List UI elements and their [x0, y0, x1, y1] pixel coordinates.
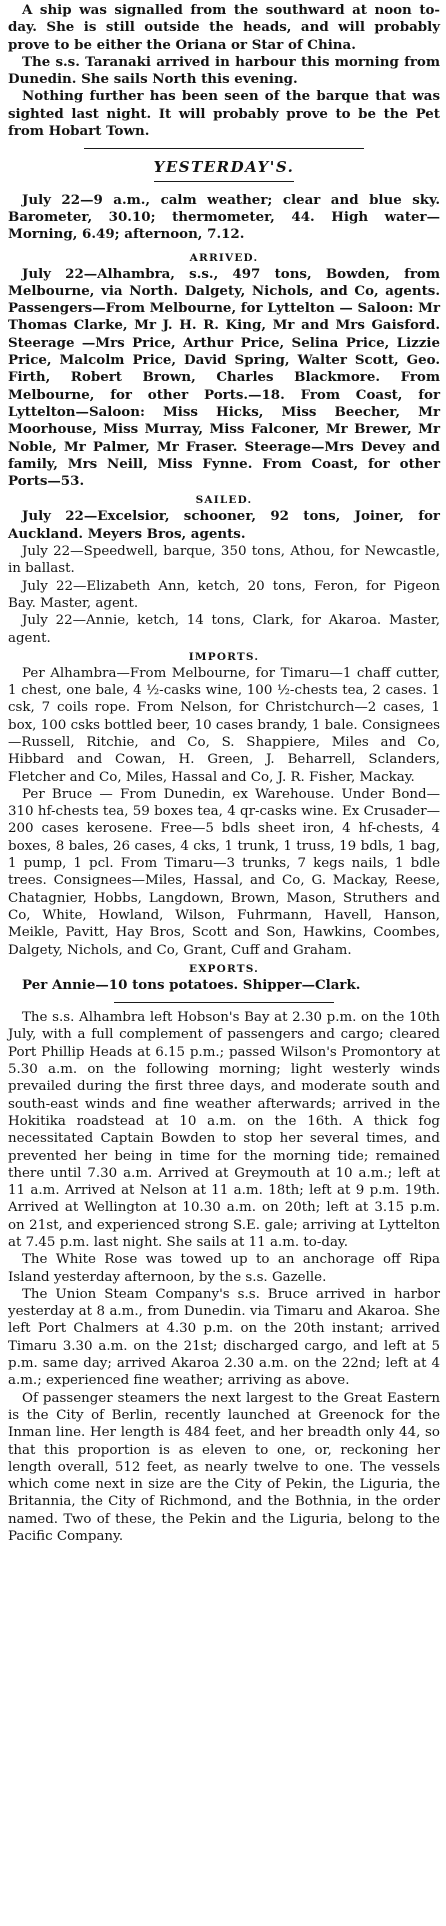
sailed-entry: July 22—Elizabeth Ann, ketch, 20 tons, Feron, for Pigeon Bay. Master, agent. — [8, 578, 440, 611]
heading-sailed: SAILED. — [195, 494, 253, 507]
imports-entry: Per Alhambra—From Melbourne, for Timaru—1 chaff cutter, 1 chest, one bale, 4 ½-casks wine, 100 ½-chests tea, 2 cases. 1 csk, 7 coils rope. From Nelson, for Christchurch—2 cases, 1 box, 100 csks bottled beer, 10 cases brandy, 1 bale. Consignees—Russell, Ritchie, and Co, S. Shappiere, Miles and Co, Hibbard and Cowan, H. Green, J. Beharrell, Sclanders, Fletcher and Co, Miles, Hassal and Co, J. R. Fisher, Mackay. — [8, 665, 440, 785]
section-title-yesterdays: YESTERDAY'S. — [153, 158, 295, 177]
news-paragraph: Of passenger steamers the next largest to the Great Eastern is the City of Berlin, recently launched at Greenock for the Inman line. Her length is 484 feet, and her breadth only 44, so that this proportion is as eleven to one, or, reckoning her length overall, 512 feet, as nearly twelve to one. The vessels which come next in size are the City of Pekin, the Liguria, the Britannia, the City of Richmond, and the Bothnia, in the order named. Two of these, the Pekin and the Liguria, belong to the Pacific Company. — [8, 1390, 440, 1545]
heading-exports: EXPORTS. — [188, 962, 259, 975]
shipping-paragraph: The s.s. Taranaki arrived in harbour this morning from Dunedin. She sails North this evening. — [8, 53, 440, 88]
news-paragraph: The Union Steam Company's s.s. Bruce arrived in harbor yesterday at 8 a.m., from Dunedin. via Timaru and Akaroa. She left Port Chalmers at 4.30 p.m. on the 20th instant; arrived Timaru 3.30 a.m. on the 21st; discharged cargo, and left at 5 p.m. same day; arrived Akaroa 2.30 a.m. on the 22nd; left at 4 a.m.; experienced fine weather; arriving as above. — [8, 1286, 440, 1389]
heading-imports: IMPORTS. — [188, 650, 260, 663]
imports-entry: Per Bruce — From Dunedin, ex Warehouse. Under Bond—310 hf-chests tea, 59 boxes tea, 4 qr-casks wine. Ex Crusader—200 cases kerosene. Free—5 bdls sheet iron, 4 hf-chests, 4 boxes, 8 bales, 26 cases, 4 cks, 1 trunk, 1 truss, 19 bdls, 1 bag, 1 pump, 1 pcl. From Timaru—3 trunks, 7 kegs nails, 1 bdle trees. Consignees—Miles, Hassal, and Co, G. Mackay, Reese, Chatagnier, Hobbs, Langdown, Brown, Mason, Struthers and Co, White, Howland, Wilson, Fuhrmann, Havell, Hanson, Meikle, Pavitt, Hay Bros, Scott and Son, Hawkins, Coombes, Dalgety, Nichols, and Co, Grant, Cuff and Graham. — [8, 786, 440, 958]
divider-rule — [114, 1002, 334, 1003]
sailed-entry: July 22—Speedwell, barque, 350 tons, Athou, for Newcastle, in ballast. — [8, 544, 440, 577]
title-underline — [154, 181, 294, 182]
divider-rule — [84, 148, 364, 149]
arrived-entry: July 22—Alhambra, s.s., 497 tons, Bowden, from Melbourne, via North. Dalgety, Nichols, and Co, agents. Passengers—From Melbourne, for Lyttelton — Saloon: Mr Thomas Clarke, Mr J. H. R. King, Mr and Mrs Gaisford. Steerage —Mrs Price, Arthur Price, Selina Price, Lizzie Price, Malcolm Price, David Spring, Walter Scott, Geo. Firth, Robert Brown, Charles Blackmore. From Melbourne, for other Ports.—18. From Coast, for Lyttelton—Saloon: Miss Hicks, Miss Beecher, Mr Moorhouse, Miss Murray, Miss Falconer, Mr Brewer, Mr Noble, Mr Palmer, Mr Fraser. Steerage—Mrs Devey and family, Mrs Neill, Miss Fynne. From Coast, for other Ports—53. — [8, 265, 440, 490]
shipping-paragraph: A ship was signalled from the southward at noon to-day. She is still outside the heads, and will probably prove to be either the Oriana or Star of China. — [8, 2, 440, 53]
shipping-paragraph: Nothing further has been seen of the barque that was sighted last night. It will probably prove to be the Pet from Hobart Town. — [8, 88, 440, 140]
heading-arrived: ARRIVED. — [189, 251, 259, 264]
exports-entry: Per Annie—10 tons potatoes. Shipper—Clark. — [22, 976, 361, 993]
sailed-entry: July 22—Annie, ketch, 14 tons, Clark, for Akaroa. Master, agent. — [8, 613, 440, 646]
sailed-entry: July 22—Excelsior, schooner, 92 tons, Joiner, for Auckland. Meyers Bros, agents. — [8, 508, 440, 542]
news-paragraph: The White Rose was towed up to an anchorage off Ripa Island yesterday afternoon, by the s.s. Gazelle. — [8, 1252, 440, 1285]
weather-report: July 22—9 a.m., calm weather; clear and blue sky. Barometer, 30.10; thermometer, 44. High water—Morning, 6.49; afternoon, 7.12. — [8, 191, 440, 243]
news-paragraph: The s.s. Alhambra left Hobson's Bay at 2.30 p.m. on the 10th July, with a full complement of passengers and cargo; cleared Port Phillip Heads at 6.15 p.m.; passed Wilson's Promontory at 5.30 a.m. on the following morning; light westerly winds prevailed during the first three days, and moderate south and south-east winds and fine weather afterwards; arrived in the Hokitika roadstead at 10 a.m. on the 16th. A thick fog necessitated Captain Bowden to stop her several times, and prevented her being in time for the morning tide; remained there until 7.30 a.m. Arrived at Greymouth at 10 a.m.; left at 11 a.m. Arrived at Nelson at 11 a.m. 18th; left at 9 p.m. 19th. Arrived at Wellington at 10.30 a.m. on 20th; left at 3.15 p.m. on 21st, and experienced strong S.E. gale; arriving at Lyttelton at 7.45 p.m. last night. She sails at 11 a.m. to-day. — [8, 1010, 440, 1250]
